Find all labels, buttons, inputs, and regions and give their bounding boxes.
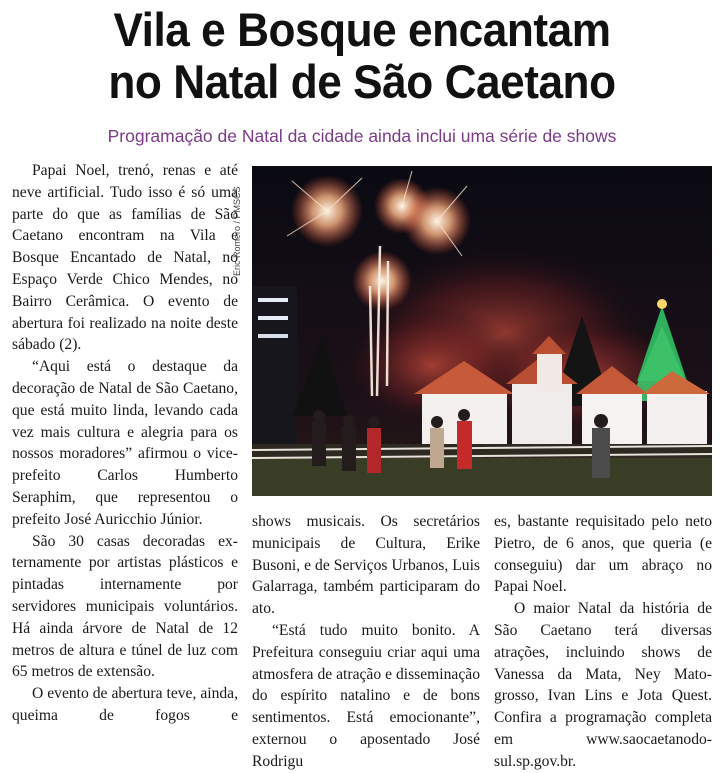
headline-line-1: Vila e Bosque encantam — [113, 3, 611, 56]
paragraph: O maior Natal da história de São Caetano terá diversas atrações, incluindo shows de Vanessa da Mata, Ney Matogrosso, Ivan Lins e Jota Quest. Confira a programação completa em www.saocaetanodosul.sp.gov.br. — [494, 600, 712, 770]
article-column-1 — [12, 160, 238, 727]
headline-line-2: no Natal de São Caetano — [108, 55, 616, 108]
paragraph: shows musicais. Os secretários municipais de Cultura, Erike Busoni, e de Serviços Urbanos, Luis Galarraga, também participaram do ato. — [252, 513, 480, 618]
article-column-3 — [494, 511, 712, 773]
paragraph: es, bastante requisitado pelo neto Pietro, de 6 anos, que queria (e conseguiu) dar um abraço no Papai Noel. — [494, 513, 712, 596]
paragraph: O evento de abertura teve, ainda, queima de fogos e — [12, 685, 238, 724]
christmas-village-photo — [252, 166, 712, 496]
paragraph: Papai Noel, trenó, renas e até neve artificial. Tudo isso é só uma parte do que as famílias de São Caetano encontram na Vila e Bosque Encantado de Natal, no Espaço Verde Chico Mendes, no Bairro Cerâmica. O evento de abertura foi realizado na noite deste sábado (2). — [12, 162, 238, 354]
headline — [22, 4, 703, 108]
paragraph: “Está tudo muito bonito. A Prefeitura conseguiu criar aqui uma atmosfera de atração e disseminação do espírito natalino e de bons sentimentos. Está emocionante”, externou o aposentado José Rodrigu — [252, 621, 480, 770]
paragraph: “Aqui está o destaque da decoração de Natal de São Caetano, que está muito linda, levando cada vez mais cultura e alegria para os nossos moradores” afirmou o vice-prefeito Carlos Humberto Seraphim, que representou o prefeito José Auricchio Júnior. — [12, 358, 238, 528]
photo-credit: Eric Romero / PMSCS — [232, 186, 242, 276]
subtitle: Programação de Natal da cidade ainda inclui uma série de shows — [107, 126, 617, 146]
paragraph: São 30 casas decoradas externamente por artistas plásticos e pintadas internamente por servidores municipais voluntários. Há ainda árvore de Natal de 12 metros de altura e túnel de luz com 65 metros de extensão. — [12, 532, 238, 681]
article-column-2 — [252, 511, 480, 773]
